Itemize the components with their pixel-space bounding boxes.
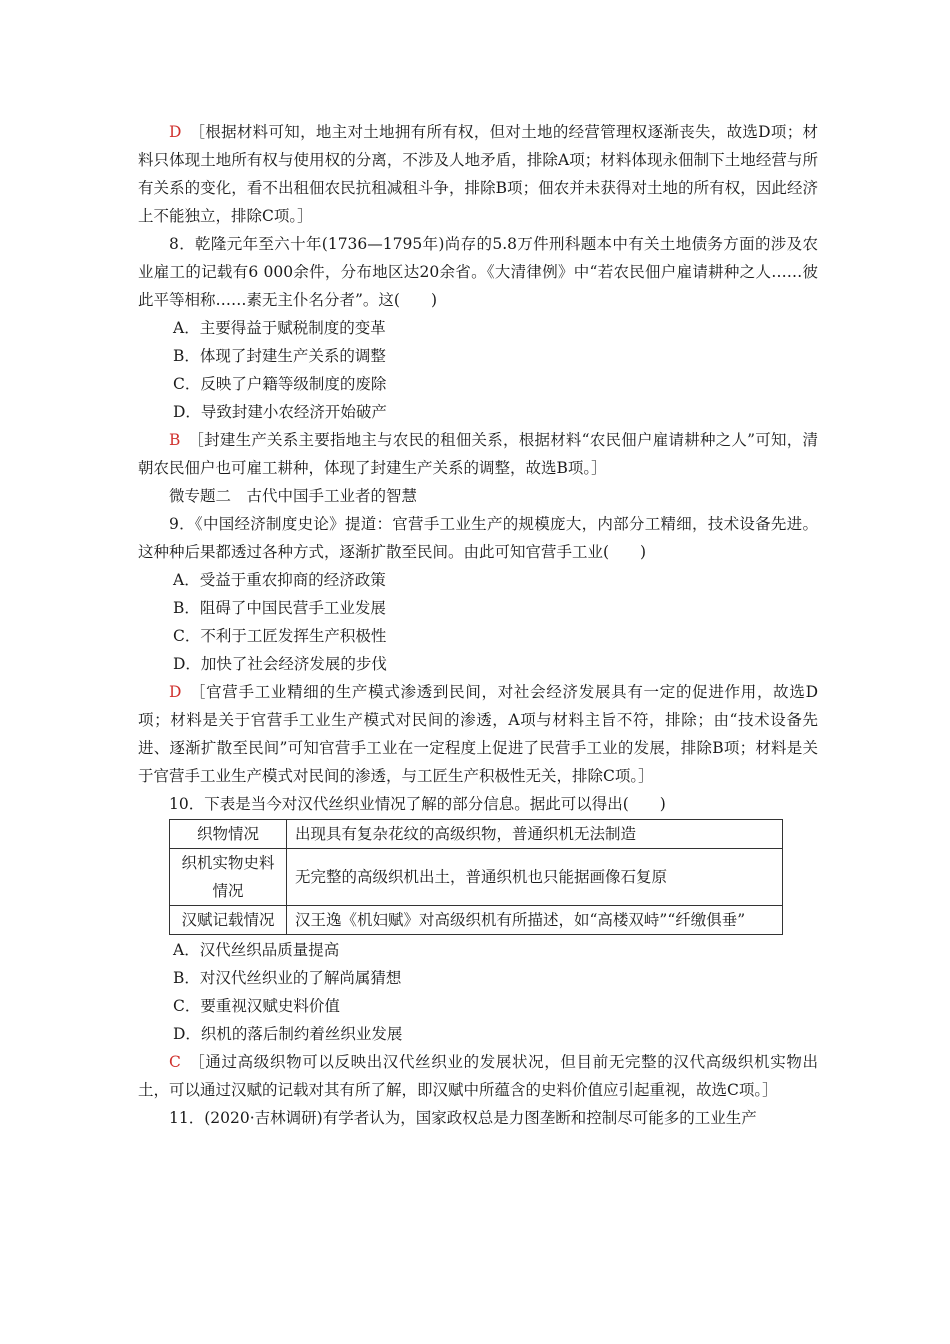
answer-text: ［根据材料可知，地主对土地拥有所有权，但对土地的经营管理权逐渐丧失，故选D项；材料只体现土地所有权与使用权的分离，不涉及人地矛盾，排除A项；材料体现永佃制下土地经营与所有关系的变化，看不出租佃农民抗租减租斗争，排除B项；佃农并未获得对土地的所有权，因此经济上不能独立，排除C项。］ — [138, 123, 818, 225]
answer-letter: B — [169, 431, 181, 449]
answer-option: D．导致封建小农经济开始破产 — [173, 403, 387, 421]
info-table — [169, 819, 783, 935]
answer-option: C．不利于工匠发挥生产积极性 — [173, 627, 387, 645]
table-row — [170, 820, 783, 849]
answer-text: ［官营手工业精细的生产模式渗透到民间，对社会经济发展具有一定的促进作用，故选D项；材料是关于官营手工业生产模式对民间的渗透，A项与材料主旨不符，排除；由“技术设备先进、逐渐扩散至民间”可知官营手工业在一定程度上促进了民营手工业的发展，排除B项；材料是关于官营手工业生产模式对民间的渗透，与工匠生产积极性无关，排除C项。］ — [138, 683, 818, 785]
table-row — [170, 906, 783, 935]
table-row-value: 无完整的高级织机出土，普通织机也只能据画像石复原 — [287, 849, 783, 906]
table-row-value: 出现具有复杂花纹的高级织物，普通织机无法制造 — [287, 820, 783, 849]
question-stem: 11．(2020·吉林调研)有学者认为，国家政权总是力图垄断和控制尽可能多的工业生产 — [169, 1109, 757, 1127]
answer-option: B．阻碍了中国民营手工业发展 — [173, 599, 386, 617]
document-body — [138, 118, 818, 1132]
table-row-value: 汉王逸《机妇赋》对高级织机有所描述，如“高楼双峙”“纤缴俱垂” — [287, 906, 783, 935]
answer-option: B．对汉代丝织业的了解尚属猜想 — [173, 969, 402, 987]
table-row — [170, 849, 783, 906]
answer-explanation — [138, 118, 818, 230]
table-row-label: 织物情况 — [170, 820, 287, 849]
answer-option: D．织机的落后制约着丝织业发展 — [173, 1025, 403, 1043]
answer-option: A．主要得益于赋税制度的变革 — [173, 319, 386, 337]
table-row-label: 汉赋记载情况 — [170, 906, 287, 935]
answer-option: A．受益于重农抑商的经济政策 — [173, 571, 386, 589]
answer-letter: D — [169, 683, 182, 701]
answer-explanation — [138, 678, 818, 790]
answer-text: ［通过高级织物可以反映出汉代丝织业的发展状况，但目前无完整的汉代高级织机实物出土，可以通过汉赋的记载对其有所了解，即汉赋中所蕴含的史料价值应引起重视，故选C项。］ — [138, 1053, 818, 1099]
answer-text: ［封建生产关系主要指地主与农民的租佃关系，根据材料“农民佃户雇请耕种之人”可知，清朝农民佃户也可雇工耕种，体现了封建生产关系的调整，故选B项。］ — [138, 431, 818, 477]
question-stem: 8．乾隆元年至六十年(1736—1795年)尚存的5.8万件刑科题本中有关土地债务方面的涉及农业雇工的记载有6 000余件，分布地区达20余省。《大清律例》中“若农民佃户雇请耕种之人……彼此平等相称……素无主仆名分者”。这( ) — [138, 235, 818, 309]
section-heading: 微专题二 古代中国手工业者的智慧 — [169, 487, 418, 505]
answer-explanation — [138, 1048, 818, 1104]
table-row-label: 织机实物史料情况 — [170, 849, 287, 906]
answer-option: C．反映了户籍等级制度的废除 — [173, 375, 387, 393]
answer-option: A．汉代丝织品质量提高 — [173, 941, 340, 959]
answer-explanation — [138, 426, 818, 482]
answer-letter: C — [169, 1053, 181, 1071]
question-stem: 9．《中国经济制度史论》提道：官营手工业生产的规模庞大，内部分工精细，技术设备先进。这种种后果都透过各种方式，逐渐扩散至民间。由此可知官营手工业( ) — [138, 515, 818, 561]
question-stem: 10．下表是当今对汉代丝织业情况了解的部分信息。据此可以得出( ) — [169, 795, 666, 813]
answer-letter: D — [169, 123, 182, 141]
answer-option: D．加快了社会经济发展的步伐 — [173, 655, 387, 673]
answer-option: B．体现了封建生产关系的调整 — [173, 347, 386, 365]
answer-option: C．要重视汉赋史料价值 — [173, 997, 340, 1015]
